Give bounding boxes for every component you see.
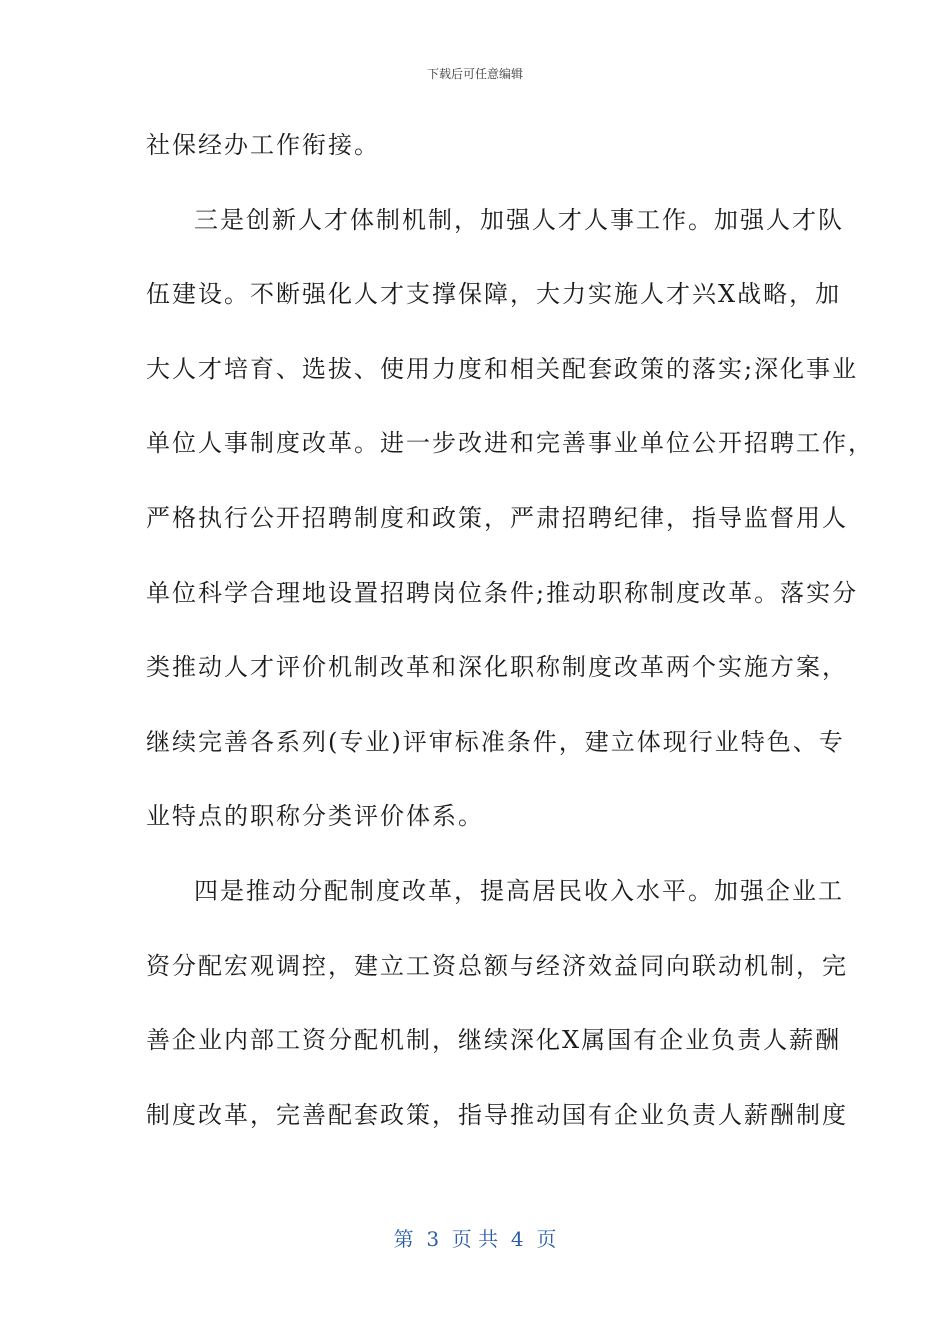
page-header: 下载后可任意编辑 <box>426 67 523 81</box>
text-line: 大人才培育、选拔、使用力度和相关配套政策的落实;深化事业 <box>146 354 859 383</box>
text-line: 单位科学合理地设置招聘岗位条件;推动职称制度改革。落实分 <box>146 578 859 607</box>
paragraph-first-line: 三是创新人才体制机制，加强人才人事工作。加强人才队 <box>194 205 844 234</box>
page-number-footer: 第 3 页 共 4 页 <box>393 1227 557 1251</box>
paragraph-first-line: 四是推动分配制度改革，提高居民收入水平。加强企业工 <box>194 876 844 905</box>
document-body <box>146 122 874 1166</box>
text-line: 制度改革，完善配套政策，指导推动国有企业负责人薪酬制度 <box>146 1100 848 1129</box>
text-line: 伍建设。不断强化人才支撑保障，大力实施人才兴Ⅹ战略，加 <box>146 280 842 309</box>
text-line: 严格执行公开招聘制度和政策，严肃招聘纪律，指导监督用人 <box>146 503 848 532</box>
text-line: 资分配宏观调控，建立工资总额与经济效益同向联动机制，完 <box>146 951 848 980</box>
text-line: 善企业内部工资分配机制，继续深化Ⅹ属国有企业负责人薪酬 <box>146 1026 842 1055</box>
text-line: 社保经办工作衔接。 <box>146 131 380 159</box>
text-line: 继续完善各系列(专业)评审标准条件，建立体现行业特色、专 <box>146 727 845 756</box>
text-line: 类推动人才评价机制改革和深化职称制度改革两个实施方案， <box>146 653 848 682</box>
text-line: 单位人事制度改革。进一步改进和完善事业单位公开招聘工作， <box>146 429 874 458</box>
text-line: 业特点的职称分类评价体系。 <box>146 802 484 831</box>
